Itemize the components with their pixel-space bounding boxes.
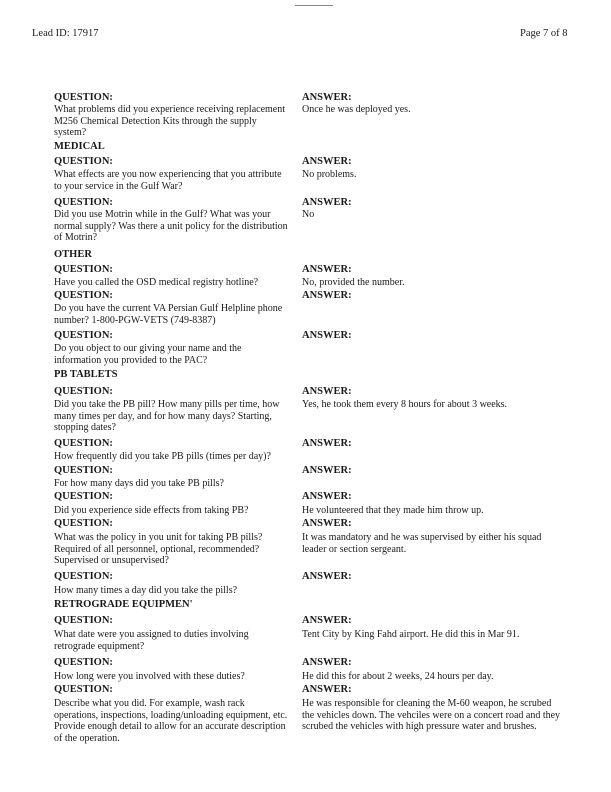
question-text: What problems did you experience receiving replacement M256 Chemical Detection Kits through the supply system? xyxy=(54,104,286,138)
question-text: How long were you involved with these duties? xyxy=(54,671,245,682)
question-label: QUESTION: xyxy=(54,290,113,301)
answer-label: ANSWER: xyxy=(302,571,352,582)
answer-label: ANSWER: xyxy=(302,290,352,301)
question-label: QUESTION: xyxy=(54,197,113,208)
question-text: Did you experience side effects from taking PB? xyxy=(54,505,249,516)
question-text: Did you take the PB pill? How many pills per time, how many times per day, and for how many days? Starting, stopping dates? xyxy=(54,399,280,433)
answer-label: ANSWER: xyxy=(302,615,352,626)
answer-text: Once he was deployed yes. xyxy=(302,104,411,115)
top-rule xyxy=(295,5,333,6)
answer-text: Yes, he took them every 8 hours for about 3 weeks. xyxy=(302,399,508,410)
question-label: QUESTION: xyxy=(54,438,113,449)
question-text: What date were you assigned to duties involving retrograde equipment? xyxy=(54,629,249,652)
section-other: OTHER xyxy=(54,249,92,260)
question-label: QUESTION: xyxy=(54,330,113,341)
question-label: QUESTION: xyxy=(54,92,113,103)
answer-label: ANSWER: xyxy=(302,156,352,167)
question-text: How frequently did you take PB pills (times per day)? xyxy=(54,451,271,462)
question-text: Have you called the OSD medical registry hotline? xyxy=(54,277,259,288)
answer-text: No problems. xyxy=(302,169,357,180)
question-text: For how many days did you take PB pills? xyxy=(54,478,224,489)
answer-label: ANSWER: xyxy=(302,518,352,529)
answer-text: He did this for about 2 weeks, 24 hours per day. xyxy=(302,671,494,682)
question-text: Describe what you did. For example, wash rack operations, inspections, loading/unloading equipment, etc. Provide enough detail to allow for an accurate description of the operation. xyxy=(54,698,288,744)
answer-label: ANSWER: xyxy=(302,386,352,397)
answer-text: Tent City by King Fahd airport. He did this in Mar 91. xyxy=(302,629,520,640)
answer-text: No, provided the number. xyxy=(302,277,405,288)
question-label: QUESTION: xyxy=(54,386,113,397)
lead-id: Lead ID: 17917 xyxy=(32,28,99,39)
answer-label: ANSWER: xyxy=(302,92,352,103)
question-text: How many times a day did you take the pills? xyxy=(54,585,238,596)
question-label: QUESTION: xyxy=(54,571,113,582)
answer-text: He was responsible for cleaning the M-60 weapon, he scrubed the vehicles down. The vehciles were on a concert road and they scrubed the vehicles with high pressure water and brushes. xyxy=(302,698,561,732)
answer-label: ANSWER: xyxy=(302,491,352,502)
answer-label: ANSWER: xyxy=(302,657,352,668)
question-label: QUESTION: xyxy=(54,465,113,476)
answer-label: ANSWER: xyxy=(302,684,352,695)
answer-label: ANSWER: xyxy=(302,330,352,341)
answer-text: No xyxy=(302,209,315,220)
question-text: Do you object to our giving your name and the information you provided to the PAC? xyxy=(54,343,242,366)
question-label: QUESTION: xyxy=(54,684,113,695)
answer-label: ANSWER: xyxy=(302,264,352,275)
question-text: Did you use Motrin while in the Gulf? What was your normal supply? Was there a unit policy for the distribution of Motrin? xyxy=(54,209,288,243)
question-label: QUESTION: xyxy=(54,491,113,502)
question-text: What was the policy in you unit for taking PB pills? Required of all personnel, optional, recommended? Supervised or unsupervised? xyxy=(54,532,263,566)
answer-label: ANSWER: xyxy=(302,438,352,449)
question-text: What effects are you now experiencing that you attribute to your service in the Gulf War? xyxy=(54,169,282,192)
answer-label: ANSWER: xyxy=(302,465,352,476)
page-number: Page 7 of 8 xyxy=(520,28,568,39)
question-label: QUESTION: xyxy=(54,615,113,626)
answer-label: ANSWER: xyxy=(302,197,352,208)
section-retrograde-equipment: RETROGRADE EQUIPMEN' xyxy=(54,599,193,610)
question-text: Do you have the current VA Persian Gulf Helpline phone number? 1-800-PGW-VETS (749-8387) xyxy=(54,303,283,326)
answer-text: He volunteered that they made him throw up. xyxy=(302,505,484,516)
question-label: QUESTION: xyxy=(54,156,113,167)
question-label: QUESTION: xyxy=(54,518,113,529)
question-label: QUESTION: xyxy=(54,264,113,275)
answer-text: It was mandatory and he was supervised by either his squad leader or section sergeant. xyxy=(302,532,542,555)
section-pb-tablets: PB TABLETS xyxy=(54,369,118,380)
question-label: QUESTION: xyxy=(54,657,113,668)
section-medical: MEDICAL xyxy=(54,141,105,152)
